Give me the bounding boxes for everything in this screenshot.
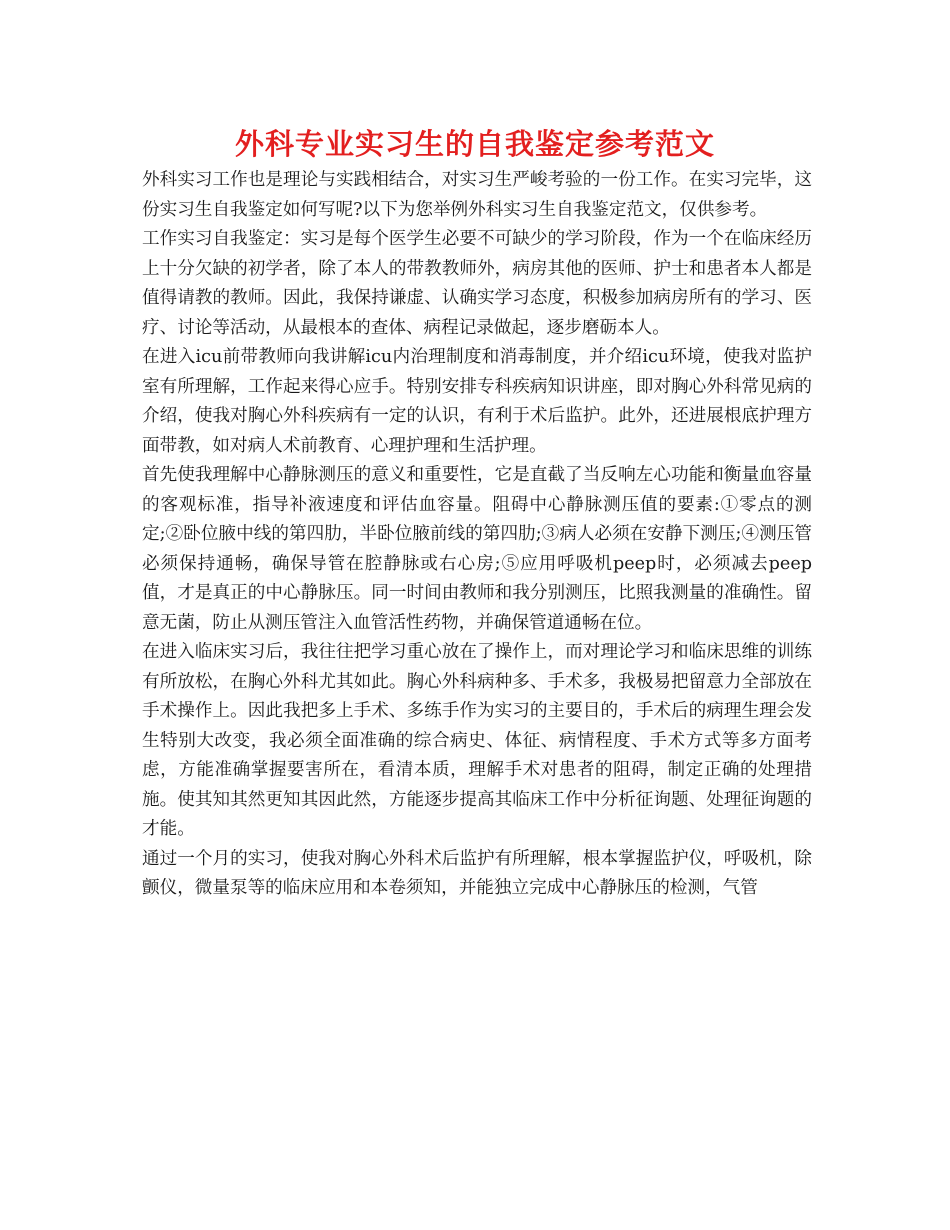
paragraph-icu-training: 在进入icu前带教师向我讲解icu内治理制度和消毒制度，并介绍icu环境，使我对监护室有所理解，工作起来得心应手。特别安排专科疾病知识讲座，即对胸心外科常见病的介绍，使我对胸心外科疾病有一定的认识，有利于术后监护。此外，还进展根底护理方面带教，如对病人术前教育、心理护理和生活护理。 [142, 347, 812, 456]
paragraph-summary: 通过一个月的实习，使我对胸心外科术后监护有所理解，根本掌握监护仪，呼吸机，除颤仪，微量泵等的临床应用和本卷须知，并能独立完成中心静脉压的检测，气管 [142, 848, 812, 898]
paragraph-intro: 外科实习工作也是理论与实践相结合，对实习生严峻考验的一份工作。在实习完毕，这份实习生自我鉴定如何写呢?以下为您举例外科实习生自我鉴定范文，仅供参考。 [142, 170, 812, 220]
document-title: 外科专业实习生的自我鉴定参考范文 [234, 127, 715, 161]
paragraph-cvp-measurement: 首先使我理解中心静脉测压的意义和重要性，它是直截了当反响左心功能和衡量血容量的客观标准，指导补液速度和评估血容量。阻碍中心静脉测压值的要素:①零点的测定;②卧位腋中线的第四肋，半卧位腋前线的第四肋;③病人必须在安静下测压;④测压管必须保持通畅，确保导管在腔静脉或右心房;⑤应用呼吸机peep时，必须减去peep值，才是真正的中心静脉压。同一时间由教师和我分别测压，比照我测量的准确性。留意无菌，防止从测压管注入血管活性药物，并确保管道通畅在位。 [142, 465, 812, 633]
document-body [142, 166, 812, 904]
paragraph-clinical-practice: 在进入临床实习后，我往往把学习重心放在了操作上，而对理论学习和临床思维的训练有所放松，在胸心外科尤其如此。胸心外科病种多、手术多，我极易把留意力全部放在手术操作上。因此我把多上手术、多练手作为实习的主要目的，手术后的病理生理会发生特别大改变，我必须全面准确的综合病史、体征、病情程度、手术方式等多方面考虑，方能准确掌握要害所在，看清本质，理解手术对患者的阻碍，制定正确的处理措施。使其知其然更知其因此然，方能逐步提高其临床工作中分析征询题、处理征询题的才能。 [142, 642, 812, 839]
paragraph-self-assessment: 工作实习自我鉴定：实习是每个医学生必要不可缺少的学习阶段，作为一个在临床经历上十分欠缺的初学者，除了本人的带教教师外，病房其他的医师、护士和患者本人都是值得请教的教师。因此，我保持谦虚、认确实学习态度，积极参加病房所有的学习、医疗、讨论等活动，从最根本的查体、病程记录做起，逐步磨砺本人。 [142, 229, 812, 338]
